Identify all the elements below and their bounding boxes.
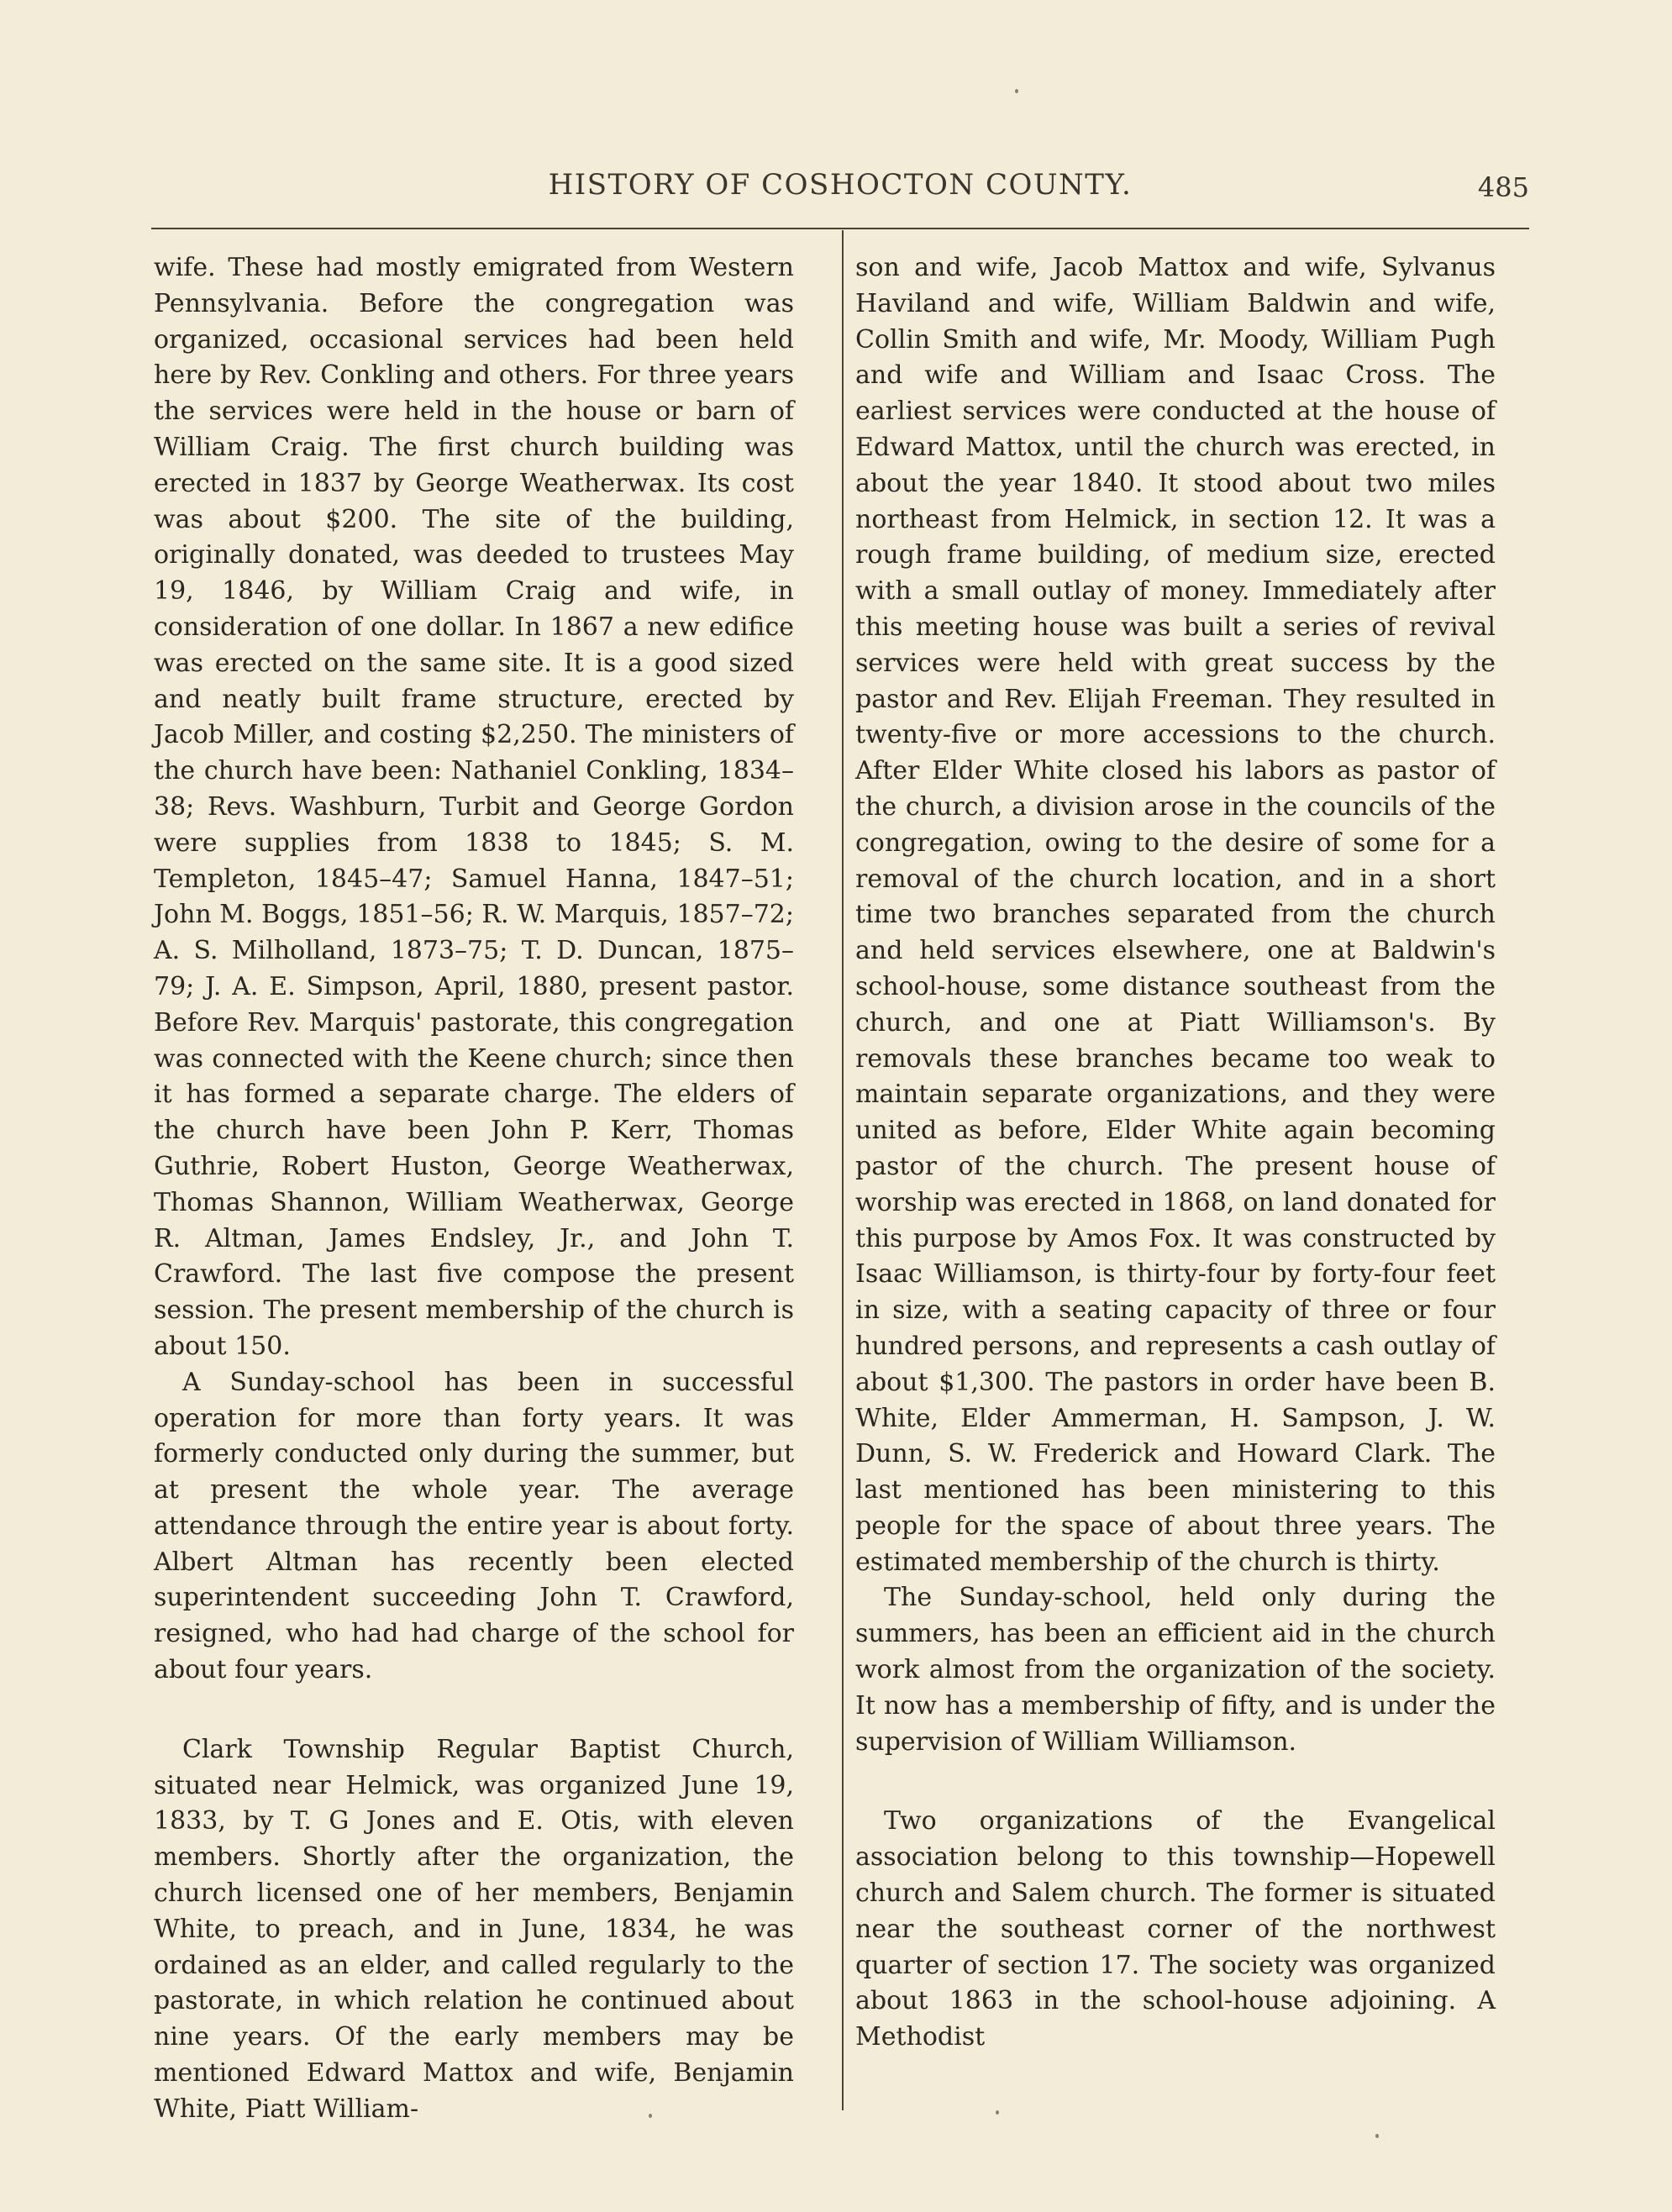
paper-speck (996, 2110, 999, 2115)
running-title: HISTORY OF COSHOCTON COUNTY. (548, 168, 1133, 202)
paragraph-presbyterian-history: wife. These had mostly emigrated from Western Pennsylvania. Before the congregation was organized, occasional services had been held here by Rev. Conkling and others. For three years the services were held in the house or barn of William Craig. The first church building was erected in 1837 by George Weatherwax. Its cost was about $200. The site of the building, originally donated, was deeded to trustees May 19, 1846, by William Craig and wife, in consideration of one dollar. In 1867 a new edifice was erected on the same site. It is a good sized and neatly built frame structure, erected by Jacob Miller, and costing $2,250. The ministers of the church have been: Nathaniel Conkling, 1834–38; Revs. Washburn, Turbit and George Gordon were supplies from 1838 to 1845; S. M. Templeton, 1845–47; Samuel Hanna, 1847–51; John M. Boggs, 1851–56; R. W. Marquis, 1857–72; A. S. Milholland, 1873–75; T. D. Duncan, 1875–79; J. A. E. Simpson, April, 1880, present pastor. Before Rev. Marquis' pastorate, this congregation was connected with the Keene church; since then it has formed a separate charge. The elders of the church have been John P. Kerr, Thomas Guthrie, Robert Huston, George Weatherwax, Thomas Shannon, William Weatherwax, George R. Altman, James Endsley, Jr., and John T. Crawford. The last five compose the present session. The present membership of the church is about 150. (154, 253, 794, 1361)
column-divider (842, 230, 844, 2110)
paper-speck (649, 2114, 652, 2118)
right-column (855, 250, 1496, 2056)
left-column (154, 250, 794, 2128)
paragraph-baptist-sunday-school: The Sunday-school, held only during the summers, has been an efficient aid in the church work almost from the organization of the society. It now has a membership of fifty, and is under the supervision of William Williamson. (855, 1583, 1496, 1757)
header-rule (151, 228, 1529, 229)
page-header (151, 168, 1529, 218)
paragraph-evangelical: Two organizations of the Evangelical association belong to this township—Hopewell church and Salem church. The former is situated near the southeast corner of the northwest quarter of section 17. The society was organized about 1863 in the school-house adjoining. A Methodist (855, 1806, 1496, 2052)
paragraph-baptist-church: Clark Township Regular Baptist Church, situated near Helmick, was organized June 19, 1833, by T. G Jones and E. Otis, with eleven members. Shortly after the organization, the church licensed one of her members, Benjamin White, to preach, and in June, 1834, he was ordained as an elder, and called regularly to the pastorate, in which relation he continued about nine years. Of the early members may be mentioned Edward Mattox and wife, Benjamin White, Piatt William- (154, 1734, 794, 2124)
page-number: 485 (1477, 171, 1529, 203)
paragraph-baptist-continued: son and wife, Jacob Mattox and wife, Sylvanus Haviland and wife, William Baldwin and wife, Collin Smith and wife, Mr. Moody, William Pugh and wife and William and Isaac Cross. The earliest services were conducted at the house of Edward Mattox, until the church was erected, in about the year 1840. It stood about two miles northeast from Helmick, in section 12. It was a rough frame building, of medium size, erected with a small outlay of money. Immediately after this meeting house was built a series of revival services were held with great success by the pastor and Rev. Elijah Freeman. They resulted in twenty-five or more accessions to the church. After Elder White closed his labors as pastor of the church, a division arose in the councils of the congregation, owing to the desire of some for a removal of the church location, and in a short time two branches separated from the church and held services elsewhere, one at Baldwin's school-house, some distance southeast from the church, and one at Piatt Williamson's. By removals these branches became too weak to maintain separate organizations, and they were united as before, Elder White again becoming pastor of the church. The present house of worship was erected in 1868, on land donated for this purpose by Amos Fox. It was constructed by Isaac Williamson, is thirty-four by forty-four feet in size, with a seating capacity of three or four hundred persons, and represents a cash outlay of about $1,300. The pastors in order have been B. White, Elder Ammerman, H. Sampson, J. W. Dunn, S. W. Frederick and Howard Clark. The last mentioned has been ministering to this people for the space of about three years. The estimated membership of the church is thirty. (855, 253, 1496, 1577)
paragraph-sunday-school: A Sunday-school has been in successful operation for more than forty years. It was formerly conducted only during the summer, but at present the whole year. The average attendance through the entire year is about forty. Albert Altman has recently been elected superintendent succeeding John T. Crawford, resigned, who had had charge of the school for about four years. (154, 1367, 794, 1685)
paper-speck (1015, 89, 1018, 93)
paper-speck (1375, 2134, 1379, 2138)
